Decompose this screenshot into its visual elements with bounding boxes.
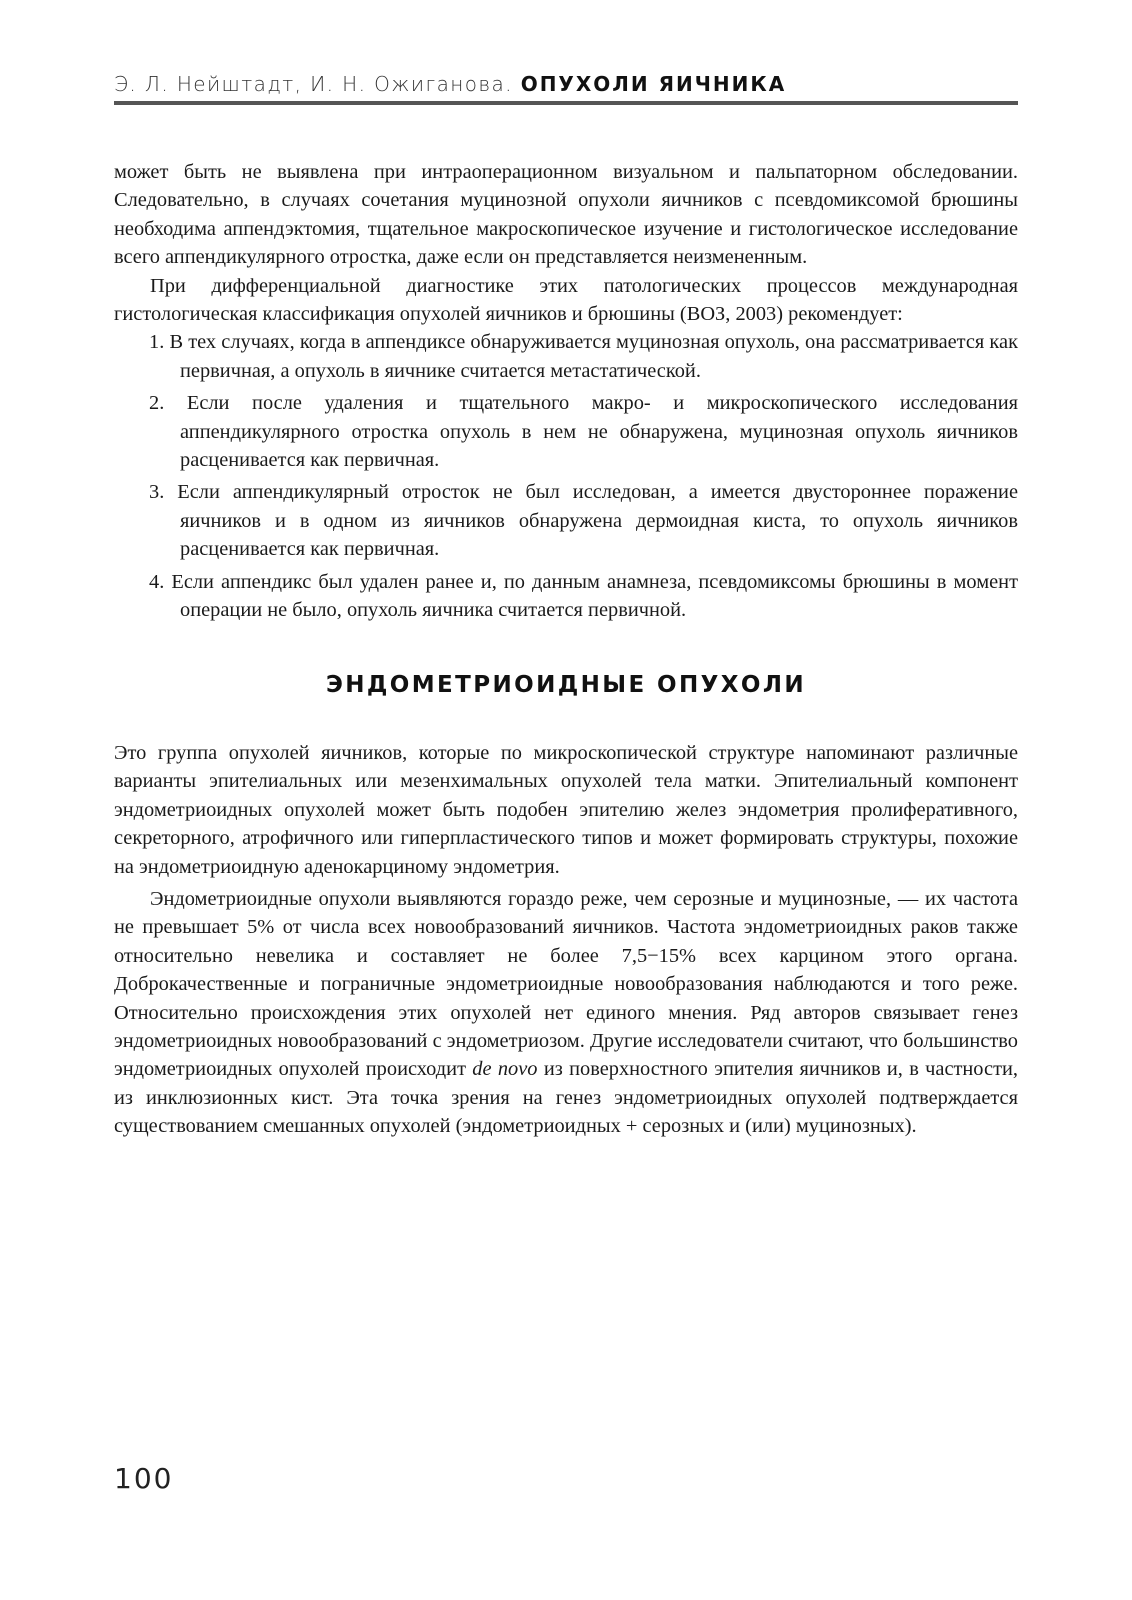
page-body [114,158,1018,1141]
paragraph-text: из поверхностного эпителия яичников и, в частности, из инклюзионных кист. Эта точка зрения на генез эндометриоидных опухолей подтверждается существованием смешанных опухолей (эндометриоидных + серозных и (или) муцинозных). [114,1058,1018,1138]
section-paragraph-1: Это группа опухолей яичников, которые по микроскопической структуре напоминают различные варианты эпителиальных или мезенхимальных опухолей тела матки. Эпителиальный компонент эндометриоидных опухолей может быть подобен эпителию желез эндометрия пролиферативного, секреторного, атрофичного или гиперпластического типов и может формировать структуры, похожие на эндометриоидную аденокарциному эндометрия. [114,741,1018,878]
header-book-title: ОПУХОЛИ ЯИЧНИКА [520,72,787,96]
paragraph-differential-diagnosis: При дифференциальной диагностике этих патологических процессов международная гистологическая классификация опухолей яичников и брюшины (ВОЗ, 2003) рекомендует: [114,274,1018,326]
running-header [114,72,1018,96]
list-item: 3. Если аппендикулярный отросток не был исследован, а имеется двустороннее поражение яичников и в одном из яичников обнаружена дермоидная киста, то опухоль яичников расценивается как первичная. [149,481,1018,561]
recommendation-list [114,328,1018,624]
section-paragraph-2 [114,885,1018,1141]
section-heading: ЭНДОМЕТРИОИДНЫЕ ОПУХОЛИ [325,671,806,698]
italic-term: de novo [472,1058,538,1081]
header-rule [114,101,1018,105]
list-item: 4. Если аппендикс был удален ранее и, по данным анамнеза, псевдомиксомы брюшины в момент операции не было, опухоль яичника считается первичной. [149,570,1018,622]
paragraph-continuation: может быть не выявлена при интраоперационном визуальном и пальпаторном обследовании. Следовательно, в случаях сочетания муцинозной опухоли яичников с псевдомиксомой брюшины необходима аппендэктомия, тщательное макроскопическое изучение и гистологическое исследование всего аппендикулярного отростка, даже если он представляется неизмененным. [114,161,1018,269]
list-item: 1. В тех случаях, когда в аппендиксе обнаруживается муцинозная опухоль, она рассматривается как первичная, а опухоль в яичнике считается метастатической. [149,331,1018,382]
page-number: 100 [114,1462,174,1495]
header-authors: Э. Л. Нейштадт, И. Н. Ожиганова. [114,72,513,96]
list-item: 2. Если после удаления и тщательного макро- и микроскопического исследования аппендикулярного отростка опухоль в нем не обнаружена, муцинозная опухоль яичников расценивается как первичная. [149,392,1018,472]
paragraph-text: Эндометриоидные опухоли выявляются гораздо реже, чем серозные и муцинозные, — их частота не превышает 5% от числа всех новообразований яичников. Частота эндометриоидных раков также относительно невелика и составляет не более 7,5−15% всех карцином этого органа. Доброкачественные и пограничные эндометриоидные новообразования наблюдаются и того реже. Относительно происхождения этих опухолей нет единого мнения. Ряд авторов связывает генез эндометриоидных новообразований с эндометриозом. Другие исследователи считают, что большинство эндометриоидных опухолей происходит [114,887,1018,1081]
